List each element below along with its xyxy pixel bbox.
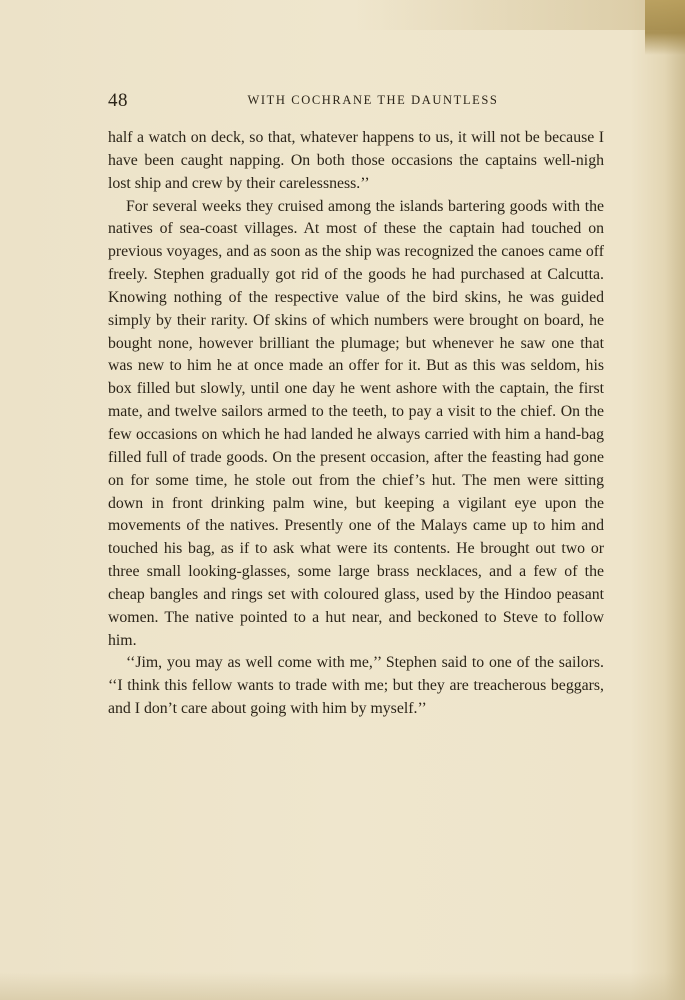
paragraph: ‘‘Jim, you may as well come with me,’’ Stephen said to one of the sailors. ‘‘I think this fellow wants to trade with me; but they are treacherous beggars, and I don’t care about going with him by myself.’’ <box>108 654 604 718</box>
page-edge-shade-top <box>355 0 685 30</box>
page-edge-shade-corner <box>645 0 685 55</box>
paragraph: For several weeks they cruised among the islands bartering goods with the natives of sea-coast villages. At most of these the captain had touched on previous voyages, and as soon as the ship was recognized the canoes came off freely. Stephen gradually got rid of the goods he had purchased at Calcutta. Knowing nothing of the respective value of the bird skins, he was guided simply by their rarity. Of skins of which numbers were brought on board, he bought none, however brilliant the plumage; but whenever he saw one that was new to him he at once made an offer for it. But as this was seldom, his box filled but slowly, until one day he went ashore with the captain, the first mate, and twelve sailors armed to the teeth, to pay a visit to the chief. On the few occasions on which he had landed he always carried with him a hand-bag filled full of trade goods. On the present occasion, after the feasting had gone on for some time, he stole out from the chief’s hut. The men were sitting down in front drinking palm wine, but keeping a vigilant eye upon the movements of the natives. Presently one of the Malays came up to him and touched his bag, as if to ask what were its contents. He brought out two or three small looking-glasses, some large brass necklaces, and a few of the cheap bangles and rings set with coloured glass, used by the Hindoo peasant women. The native pointed to a hut near, and beckoned to Steve to follow him. <box>108 197 604 649</box>
paragraph-continued: half a watch on deck, so that, whatever happens to us, it will not be because I have been caught napping. On both those occasions the captains well-nigh lost ship and crew by their carelessness.’’ <box>108 129 604 192</box>
page-header <box>108 90 604 112</box>
body-text <box>108 127 604 721</box>
page-bottom-shade <box>0 972 685 1000</box>
running-head: WITH COCHRANE THE DAUNTLESS <box>247 93 499 107</box>
page-number: 48 <box>108 90 128 111</box>
